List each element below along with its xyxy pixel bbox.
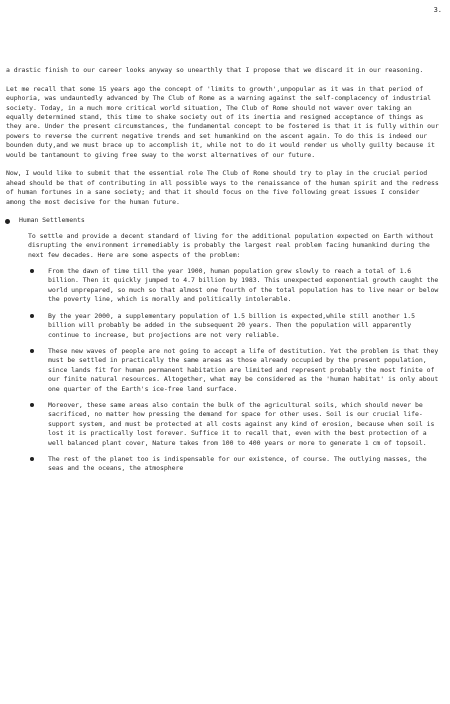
bullet-icon — [30, 403, 34, 407]
list-item-text: From the dawn of time till the year 1900, human population grew slowly to reach a total of 1.6 billion. Then it quickly jumped to 4.7 billion by 1983. This unexpected exponential growth caught the world unprepared, so much so that almost one fourth of the total population has to live near or below the poverty line, which is morally and politically intolerable. — [48, 267, 439, 304]
bullet-icon — [30, 269, 34, 273]
bullet-icon — [30, 349, 34, 353]
list-item — [28, 401, 442, 448]
paragraph-3: Now, I would like to submit that the essential role The Club of Rome should try to play in the crucial period ahead should be that of contributing in all possible ways to the renaissance of the human spirit and the redress of human fortunes in a sane society; and that it should focus on the five following great issues I consider among the most decisive for the human future. — [6, 169, 439, 206]
section-heading — [6, 216, 442, 225]
list-item — [28, 347, 442, 394]
paragraph-2: Let me recall that some 15 years ago the concept of 'limits to growth',unpopular as it was in that period of euphoria, was undauntedly advanced by The Club of Rome as a warning against the self-complacency of industrial society. Today, in a much more critical world situation, The Club of Rome should not waver over taking an equally determined stand, this time to shake society out of its inertia and resigned acceptance of things as they are. Under the present circumstances, the fundamental concept to be fostered is that it is fully within our powers to reverse the current negative trends and set humankind on the ascent again. To do this is indeed our bounden duty,and we must brace up to accomplish it, while not to do it would render us wholly guilty because it would be tantamount to giving free sway to the worst alternatives of our future. — [6, 84, 439, 159]
bullet-icon — [30, 314, 34, 318]
section-human-settlements — [6, 216, 442, 473]
bullet-icon — [30, 457, 34, 461]
page-number: 3. — [433, 6, 442, 14]
list-item — [28, 267, 442, 305]
list-item-text: By the year 2000, a supplementary population of 1.5 billion is expected,while still another 1.5 billion will probably be added in the subsequent 20 years. Then the population will apparently continue to increase, but projections are not very reliable. — [48, 311, 416, 339]
list-item-text: These new waves of people are not going to accept a life of destitution. Yet the problem is that they must be settled in practically the same areas as those already occupied by the present population, since lands fit for human permanent habitation are limited and represent probably the most finite of our finite natural resources. Altogether, what may be considered as the 'human habitat' is only about one quarter of the Earth's ice-free land surface. — [48, 346, 439, 393]
section-intro: To settle and provide a decent standard of living for the additional population expected on Earth without disrupting the environment irremediably is probably the largest real problem facing humankind during the next few decades. Here are some aspects of the problem: — [28, 231, 434, 259]
list-item-text: The rest of the planet too is indispensable for our existence, of course. The outlying masses, the seas and the oceans, the atmosphere — [48, 454, 427, 473]
bullet-list — [28, 267, 442, 474]
paragraph-1: a drastic finish to our career looks anyway so unearthly that I propose that we discard it in our reasoning. — [6, 66, 424, 74]
list-item — [28, 455, 442, 474]
list-item-text: Moreover, these same areas also contain the bulk of the agricultural soils, which should never be sacrificed, no matter how pressing the demand for space for other uses. Soil is our crucial life-support system, and must be protected at all costs against any kind of erosion, because when soil is lost it is practically lost forever. Suffice it to recall that, even with the best protection of a well balanced plant cover, Nature takes from 100 to 400 years or more to generate 1 cm of topsoil. — [48, 400, 435, 447]
list-item — [28, 312, 442, 340]
section-body — [6, 232, 442, 474]
bullet-icon — [5, 219, 10, 224]
section-title: Human Settlements — [19, 216, 85, 225]
document-body — [6, 66, 442, 481]
